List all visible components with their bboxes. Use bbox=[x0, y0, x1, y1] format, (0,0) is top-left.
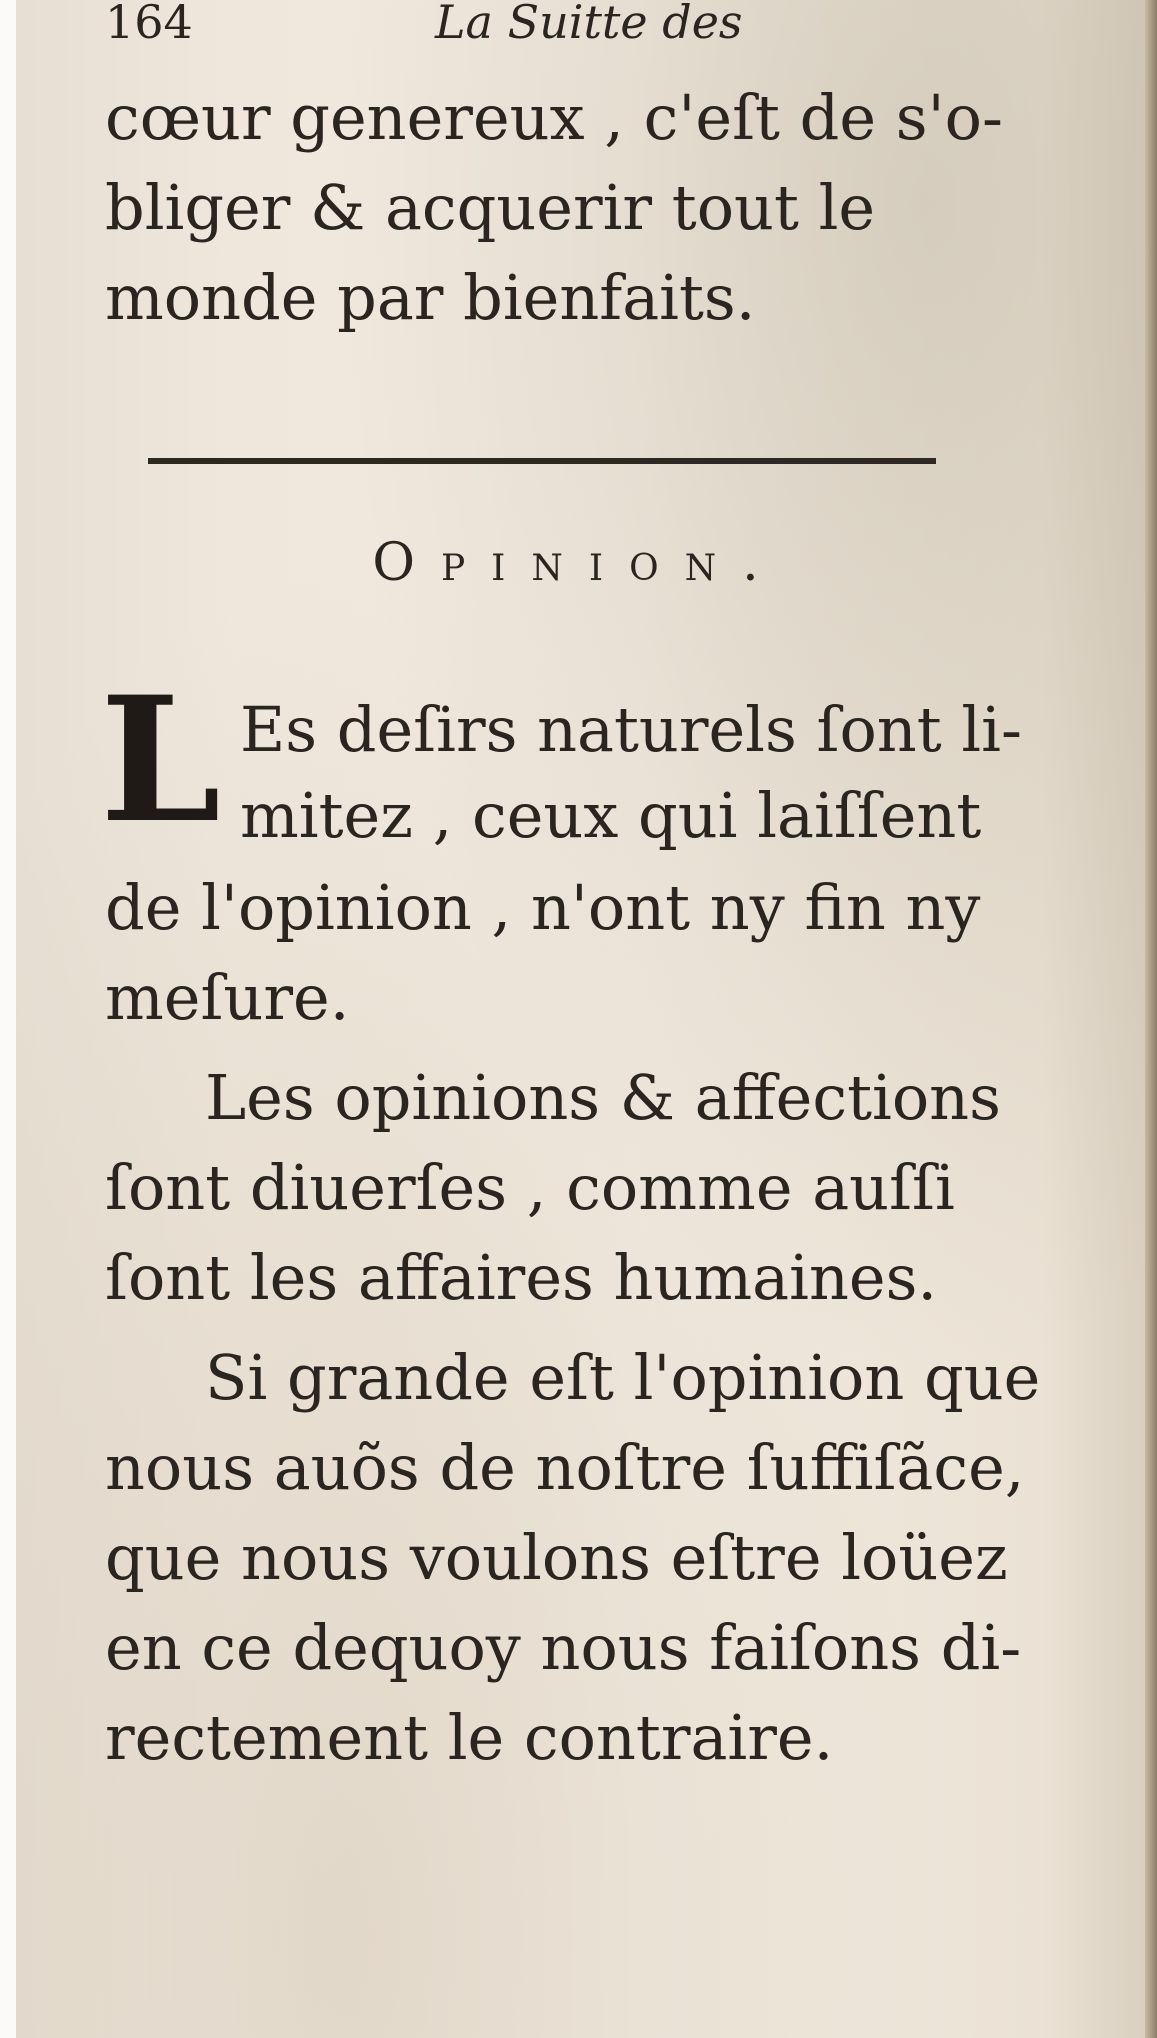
text-line: Es deſirs naturels ſont li- bbox=[240, 693, 1022, 766]
text-line: cœur genereux , c'eſt de s'o- bbox=[105, 81, 1003, 154]
text-line: de l'opinion , n'ont ny fin ny bbox=[105, 871, 981, 944]
running-title: La Suitte des bbox=[435, 0, 743, 49]
text-line: que nous voulons eſtre loüez bbox=[105, 1521, 1008, 1594]
page-gutter-right bbox=[1145, 0, 1157, 2038]
text-line: en ce dequoy nous faiſons di- bbox=[105, 1611, 1022, 1684]
text-line: mitez , ceux qui laiſſent bbox=[240, 779, 982, 852]
text-line: Si grande eſt l'opinion que bbox=[205, 1341, 1041, 1414]
page-margin-left bbox=[0, 0, 16, 2038]
page-number: 164 bbox=[105, 0, 193, 49]
text-line: bliger & acquerir tout le bbox=[105, 171, 876, 244]
text-line: ſont les affaires humaines. bbox=[105, 1241, 938, 1314]
text-line: ſont diuerſes , comme auſſi bbox=[105, 1151, 955, 1224]
running-header bbox=[105, 0, 1005, 52]
drop-cap-initial: L bbox=[100, 658, 221, 861]
section-title: Opinion. bbox=[372, 533, 785, 593]
text-line: Les opinions & affections bbox=[205, 1061, 1001, 1134]
text-line: meſure. bbox=[105, 961, 350, 1034]
text-line: monde par bienfaits. bbox=[105, 261, 756, 334]
text-line: rectement le contraire. bbox=[105, 1701, 834, 1774]
text-line: nous auõs de noſtre ſuffiſãce, bbox=[105, 1431, 1025, 1504]
section-divider-rule bbox=[148, 458, 936, 464]
